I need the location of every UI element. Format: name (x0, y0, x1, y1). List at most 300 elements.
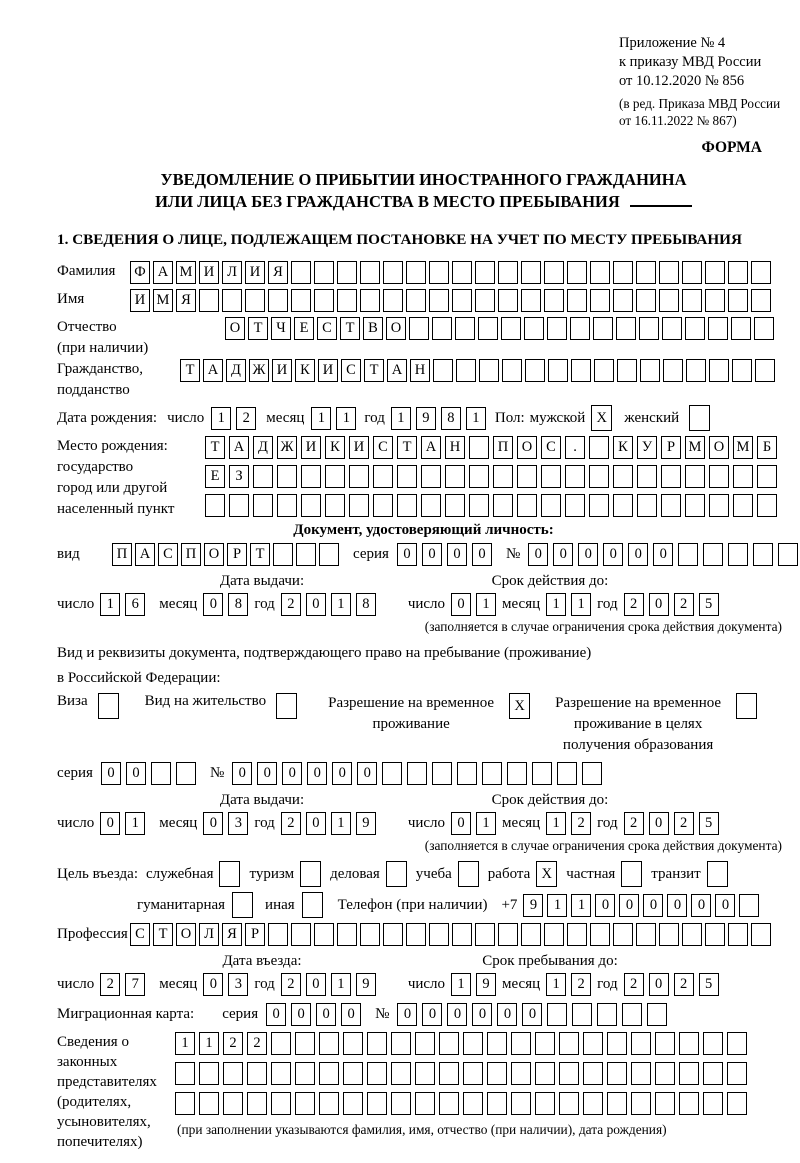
char-cell[interactable] (219, 861, 240, 887)
char-cell[interactable] (469, 494, 489, 517)
char-cell[interactable] (631, 1092, 651, 1115)
char-cell[interactable] (439, 1062, 459, 1085)
char-cell[interactable] (457, 762, 477, 785)
char-cell[interactable]: 0 (357, 762, 377, 785)
char-cell[interactable] (685, 494, 705, 517)
char-cell[interactable] (300, 861, 321, 887)
char-cell[interactable] (751, 261, 771, 284)
char-cell[interactable] (589, 436, 609, 459)
char-cell[interactable] (487, 1092, 507, 1115)
char-cell[interactable] (570, 317, 590, 340)
char-cell[interactable]: А (387, 359, 407, 382)
char-cell[interactable] (406, 923, 426, 946)
char-cell[interactable] (571, 359, 591, 382)
char-cell[interactable] (229, 494, 249, 517)
char-cell[interactable] (521, 289, 541, 312)
char-cell[interactable] (728, 289, 748, 312)
char-cell[interactable] (455, 317, 475, 340)
char-cell[interactable] (319, 543, 339, 566)
char-cell[interactable] (613, 289, 633, 312)
char-cell[interactable] (689, 405, 710, 431)
char-cell[interactable]: 2 (674, 812, 694, 835)
char-cell[interactable]: 1 (211, 407, 231, 430)
char-cell[interactable] (373, 465, 393, 488)
char-cell[interactable]: 0 (447, 1003, 467, 1026)
char-cell[interactable] (407, 762, 427, 785)
char-cell[interactable]: 8 (356, 593, 376, 616)
char-cell[interactable]: К (613, 436, 633, 459)
char-cell[interactable]: 0 (447, 543, 467, 566)
char-cell[interactable] (277, 465, 297, 488)
char-cell[interactable]: И (245, 261, 265, 284)
char-cell[interactable]: 2 (624, 593, 644, 616)
char-cell[interactable] (397, 465, 417, 488)
char-cell[interactable] (386, 861, 407, 887)
char-cell[interactable]: 1 (331, 593, 351, 616)
char-cell[interactable] (637, 465, 657, 488)
char-cell[interactable] (682, 261, 702, 284)
char-cell[interactable]: И (349, 436, 369, 459)
char-cell[interactable] (498, 923, 518, 946)
char-cell[interactable] (631, 1032, 651, 1055)
char-cell[interactable]: С (317, 317, 337, 340)
char-cell[interactable]: 0 (203, 973, 223, 996)
char-cell[interactable] (707, 861, 728, 887)
char-cell[interactable]: 9 (523, 894, 543, 917)
char-cell[interactable]: М (153, 289, 173, 312)
char-cell[interactable] (709, 494, 729, 517)
char-cell[interactable]: О (709, 436, 729, 459)
char-cell[interactable] (439, 1032, 459, 1055)
char-cell[interactable] (705, 261, 725, 284)
char-cell[interactable]: Я (268, 261, 288, 284)
char-cell[interactable]: 0 (126, 762, 146, 785)
char-cell[interactable] (655, 1062, 675, 1085)
char-cell[interactable]: И (318, 359, 338, 382)
char-cell[interactable] (391, 1032, 411, 1055)
char-cell[interactable] (493, 494, 513, 517)
char-cell[interactable]: А (203, 359, 223, 382)
char-cell[interactable] (662, 317, 682, 340)
char-cell[interactable] (429, 261, 449, 284)
char-cell[interactable] (469, 436, 489, 459)
char-cell[interactable]: 0 (306, 593, 326, 616)
char-cell[interactable]: 0 (691, 894, 711, 917)
char-cell[interactable]: 9 (416, 407, 436, 430)
char-cell[interactable] (343, 1032, 363, 1055)
char-cell[interactable] (640, 359, 660, 382)
char-cell[interactable] (291, 261, 311, 284)
char-cell[interactable]: С (541, 436, 561, 459)
char-cell[interactable]: 0 (100, 812, 120, 835)
char-cell[interactable]: А (135, 543, 155, 566)
char-cell[interactable] (176, 762, 196, 785)
char-cell[interactable] (493, 465, 513, 488)
char-cell[interactable] (343, 1092, 363, 1115)
char-cell[interactable] (199, 289, 219, 312)
char-cell[interactable] (415, 1032, 435, 1055)
char-cell[interactable]: 1 (100, 593, 120, 616)
char-cell[interactable] (583, 1062, 603, 1085)
char-cell[interactable] (268, 289, 288, 312)
char-cell[interactable] (544, 289, 564, 312)
char-cell[interactable]: Ф (130, 261, 150, 284)
char-cell[interactable]: 1 (546, 812, 566, 835)
char-cell[interactable] (295, 1062, 315, 1085)
char-cell[interactable] (421, 465, 441, 488)
char-cell[interactable]: Л (222, 261, 242, 284)
char-cell[interactable] (199, 1092, 219, 1115)
char-cell[interactable] (383, 261, 403, 284)
char-cell[interactable] (636, 923, 656, 946)
char-cell[interactable]: 7 (125, 973, 145, 996)
char-cell[interactable] (205, 494, 225, 517)
char-cell[interactable]: 1 (311, 407, 331, 430)
char-cell[interactable]: 0 (291, 1003, 311, 1026)
char-cell[interactable]: 0 (649, 812, 669, 835)
char-cell[interactable] (295, 1092, 315, 1115)
char-cell[interactable] (291, 289, 311, 312)
char-cell[interactable]: Е (205, 465, 225, 488)
char-cell[interactable] (268, 923, 288, 946)
char-cell[interactable]: Н (445, 436, 465, 459)
char-cell[interactable]: С (373, 436, 393, 459)
char-cell[interactable] (301, 465, 321, 488)
char-cell[interactable]: X (536, 861, 557, 887)
char-cell[interactable]: А (421, 436, 441, 459)
char-cell[interactable]: П (181, 543, 201, 566)
char-cell[interactable] (631, 1062, 651, 1085)
char-cell[interactable] (511, 1092, 531, 1115)
char-cell[interactable] (753, 543, 773, 566)
char-cell[interactable]: 9 (356, 812, 376, 835)
char-cell[interactable] (383, 923, 403, 946)
char-cell[interactable] (433, 359, 453, 382)
char-cell[interactable]: Н (410, 359, 430, 382)
char-cell[interactable] (517, 494, 537, 517)
char-cell[interactable] (337, 261, 357, 284)
char-cell[interactable]: 1 (476, 812, 496, 835)
char-cell[interactable] (175, 1092, 195, 1115)
char-cell[interactable] (682, 289, 702, 312)
char-cell[interactable]: Б (757, 436, 777, 459)
char-cell[interactable]: 0 (667, 894, 687, 917)
char-cell[interactable] (565, 494, 585, 517)
char-cell[interactable] (679, 1032, 699, 1055)
char-cell[interactable]: 1 (547, 894, 567, 917)
char-cell[interactable]: О (517, 436, 537, 459)
char-cell[interactable]: 2 (674, 593, 694, 616)
char-cell[interactable]: Д (253, 436, 273, 459)
char-cell[interactable]: 0 (619, 894, 639, 917)
char-cell[interactable] (360, 261, 380, 284)
char-cell[interactable]: 1 (451, 973, 471, 996)
char-cell[interactable] (708, 317, 728, 340)
char-cell[interactable] (594, 359, 614, 382)
char-cell[interactable] (391, 1092, 411, 1115)
char-cell[interactable]: О (204, 543, 224, 566)
char-cell[interactable] (709, 465, 729, 488)
char-cell[interactable]: 0 (595, 894, 615, 917)
char-cell[interactable] (661, 494, 681, 517)
char-cell[interactable] (277, 494, 297, 517)
char-cell[interactable]: Я (222, 923, 242, 946)
char-cell[interactable]: 1 (331, 973, 351, 996)
char-cell[interactable] (319, 1092, 339, 1115)
char-cell[interactable]: О (386, 317, 406, 340)
char-cell[interactable] (565, 465, 585, 488)
char-cell[interactable]: Е (294, 317, 314, 340)
char-cell[interactable]: 2 (100, 973, 120, 996)
char-cell[interactable] (314, 923, 334, 946)
char-cell[interactable]: Ж (249, 359, 269, 382)
char-cell[interactable] (382, 762, 402, 785)
char-cell[interactable] (705, 923, 725, 946)
char-cell[interactable]: 2 (281, 812, 301, 835)
char-cell[interactable]: 0 (341, 1003, 361, 1026)
char-cell[interactable]: 0 (332, 762, 352, 785)
char-cell[interactable]: 2 (674, 973, 694, 996)
char-cell[interactable] (541, 465, 561, 488)
char-cell[interactable] (567, 261, 587, 284)
char-cell[interactable] (557, 762, 577, 785)
char-cell[interactable] (276, 693, 297, 719)
char-cell[interactable] (590, 923, 610, 946)
char-cell[interactable]: 1 (175, 1032, 195, 1055)
char-cell[interactable]: 0 (649, 973, 669, 996)
char-cell[interactable] (349, 465, 369, 488)
char-cell[interactable] (705, 289, 725, 312)
char-cell[interactable] (325, 494, 345, 517)
char-cell[interactable] (678, 543, 698, 566)
char-cell[interactable] (607, 1062, 627, 1085)
char-cell[interactable]: Ч (271, 317, 291, 340)
char-cell[interactable]: 0 (203, 812, 223, 835)
char-cell[interactable] (501, 317, 521, 340)
char-cell[interactable] (736, 693, 757, 719)
char-cell[interactable] (547, 317, 567, 340)
char-cell[interactable] (572, 1003, 592, 1026)
char-cell[interactable] (521, 261, 541, 284)
char-cell[interactable]: Т (205, 436, 225, 459)
char-cell[interactable] (296, 543, 316, 566)
char-cell[interactable] (452, 289, 472, 312)
char-cell[interactable]: 1 (199, 1032, 219, 1055)
char-cell[interactable]: 0 (628, 543, 648, 566)
char-cell[interactable] (487, 1032, 507, 1055)
char-cell[interactable] (567, 923, 587, 946)
char-cell[interactable]: 2 (281, 973, 301, 996)
char-cell[interactable]: 5 (699, 593, 719, 616)
char-cell[interactable] (727, 1032, 747, 1055)
char-cell[interactable]: С (158, 543, 178, 566)
char-cell[interactable] (253, 494, 273, 517)
char-cell[interactable]: 0 (307, 762, 327, 785)
char-cell[interactable] (511, 1062, 531, 1085)
char-cell[interactable]: . (565, 436, 585, 459)
char-cell[interactable] (319, 1062, 339, 1085)
char-cell[interactable]: 1 (336, 407, 356, 430)
char-cell[interactable]: П (493, 436, 513, 459)
char-cell[interactable]: 0 (306, 973, 326, 996)
char-cell[interactable]: 1 (125, 812, 145, 835)
char-cell[interactable] (639, 317, 659, 340)
char-cell[interactable] (732, 359, 752, 382)
char-cell[interactable] (733, 465, 753, 488)
char-cell[interactable]: 0 (528, 543, 548, 566)
char-cell[interactable]: 0 (649, 593, 669, 616)
char-cell[interactable]: Л (199, 923, 219, 946)
char-cell[interactable]: 1 (571, 894, 591, 917)
char-cell[interactable]: К (295, 359, 315, 382)
char-cell[interactable] (636, 261, 656, 284)
char-cell[interactable] (302, 892, 323, 918)
char-cell[interactable] (452, 923, 472, 946)
char-cell[interactable] (567, 289, 587, 312)
char-cell[interactable] (583, 1092, 603, 1115)
char-cell[interactable] (679, 1062, 699, 1085)
char-cell[interactable] (728, 261, 748, 284)
char-cell[interactable] (511, 1032, 531, 1055)
char-cell[interactable] (607, 1092, 627, 1115)
char-cell[interactable]: Т (340, 317, 360, 340)
char-cell[interactable] (525, 359, 545, 382)
char-cell[interactable]: И (199, 261, 219, 284)
char-cell[interactable] (590, 289, 610, 312)
char-cell[interactable]: К (325, 436, 345, 459)
char-cell[interactable]: 5 (699, 812, 719, 835)
char-cell[interactable] (175, 1062, 195, 1085)
char-cell[interactable]: 5 (699, 973, 719, 996)
char-cell[interactable]: 6 (125, 593, 145, 616)
char-cell[interactable] (337, 923, 357, 946)
char-cell[interactable] (475, 289, 495, 312)
char-cell[interactable]: В (363, 317, 383, 340)
char-cell[interactable]: 0 (266, 1003, 286, 1026)
char-cell[interactable]: 9 (356, 973, 376, 996)
char-cell[interactable] (728, 543, 748, 566)
char-cell[interactable]: 2 (571, 812, 591, 835)
char-cell[interactable] (479, 359, 499, 382)
char-cell[interactable]: 0 (451, 812, 471, 835)
char-cell[interactable] (360, 923, 380, 946)
char-cell[interactable]: 0 (472, 543, 492, 566)
char-cell[interactable]: 1 (571, 593, 591, 616)
char-cell[interactable]: Р (245, 923, 265, 946)
char-cell[interactable] (271, 1032, 291, 1055)
char-cell[interactable] (535, 1062, 555, 1085)
char-cell[interactable] (679, 1092, 699, 1115)
char-cell[interactable] (439, 1092, 459, 1115)
char-cell[interactable] (703, 1032, 723, 1055)
char-cell[interactable] (295, 1032, 315, 1055)
char-cell[interactable]: 0 (232, 762, 252, 785)
char-cell[interactable] (445, 494, 465, 517)
char-cell[interactable] (245, 289, 265, 312)
char-cell[interactable]: 0 (282, 762, 302, 785)
char-cell[interactable]: 0 (306, 812, 326, 835)
char-cell[interactable] (589, 494, 609, 517)
char-cell[interactable]: А (153, 261, 173, 284)
char-cell[interactable] (415, 1062, 435, 1085)
char-cell[interactable] (199, 1062, 219, 1085)
char-cell[interactable]: З (229, 465, 249, 488)
char-cell[interactable] (502, 359, 522, 382)
char-cell[interactable] (682, 923, 702, 946)
char-cell[interactable] (739, 894, 759, 917)
char-cell[interactable]: 3 (228, 973, 248, 996)
char-cell[interactable]: 0 (397, 543, 417, 566)
char-cell[interactable] (98, 693, 119, 719)
char-cell[interactable] (733, 494, 753, 517)
char-cell[interactable] (222, 289, 242, 312)
char-cell[interactable]: 0 (316, 1003, 336, 1026)
char-cell[interactable] (686, 359, 706, 382)
char-cell[interactable] (548, 359, 568, 382)
char-cell[interactable]: 8 (441, 407, 461, 430)
char-cell[interactable] (703, 543, 723, 566)
char-cell[interactable]: Ж (277, 436, 297, 459)
char-cell[interactable] (597, 1003, 617, 1026)
char-cell[interactable] (421, 494, 441, 517)
char-cell[interactable]: 0 (397, 1003, 417, 1026)
char-cell[interactable] (728, 923, 748, 946)
char-cell[interactable] (367, 1032, 387, 1055)
char-cell[interactable]: Я (176, 289, 196, 312)
char-cell[interactable]: 1 (391, 407, 411, 430)
char-cell[interactable]: 2 (223, 1032, 243, 1055)
char-cell[interactable] (325, 465, 345, 488)
char-cell[interactable] (685, 465, 705, 488)
char-cell[interactable] (778, 543, 798, 566)
char-cell[interactable]: 0 (451, 593, 471, 616)
char-cell[interactable]: 0 (653, 543, 673, 566)
char-cell[interactable]: 0 (497, 1003, 517, 1026)
char-cell[interactable] (636, 289, 656, 312)
char-cell[interactable] (406, 289, 426, 312)
char-cell[interactable] (661, 465, 681, 488)
char-cell[interactable] (343, 1062, 363, 1085)
char-cell[interactable] (151, 762, 171, 785)
char-cell[interactable]: 2 (247, 1032, 267, 1055)
char-cell[interactable] (709, 359, 729, 382)
char-cell[interactable]: 1 (546, 593, 566, 616)
char-cell[interactable]: 0 (715, 894, 735, 917)
char-cell[interactable] (482, 762, 502, 785)
char-cell[interactable]: П (112, 543, 132, 566)
char-cell[interactable]: 2 (571, 973, 591, 996)
char-cell[interactable] (498, 289, 518, 312)
char-cell[interactable] (232, 892, 253, 918)
char-cell[interactable] (409, 317, 429, 340)
char-cell[interactable]: 0 (422, 543, 442, 566)
char-cell[interactable] (731, 317, 751, 340)
char-cell[interactable] (271, 1062, 291, 1085)
char-cell[interactable]: 3 (228, 812, 248, 835)
char-cell[interactable] (727, 1062, 747, 1085)
char-cell[interactable] (432, 317, 452, 340)
char-cell[interactable] (751, 923, 771, 946)
char-cell[interactable] (429, 289, 449, 312)
char-cell[interactable] (582, 762, 602, 785)
char-cell[interactable] (273, 543, 293, 566)
char-cell[interactable] (314, 289, 334, 312)
char-cell[interactable] (613, 261, 633, 284)
char-cell[interactable]: 0 (257, 762, 277, 785)
char-cell[interactable] (291, 923, 311, 946)
char-cell[interactable]: 1 (331, 812, 351, 835)
char-cell[interactable] (616, 317, 636, 340)
